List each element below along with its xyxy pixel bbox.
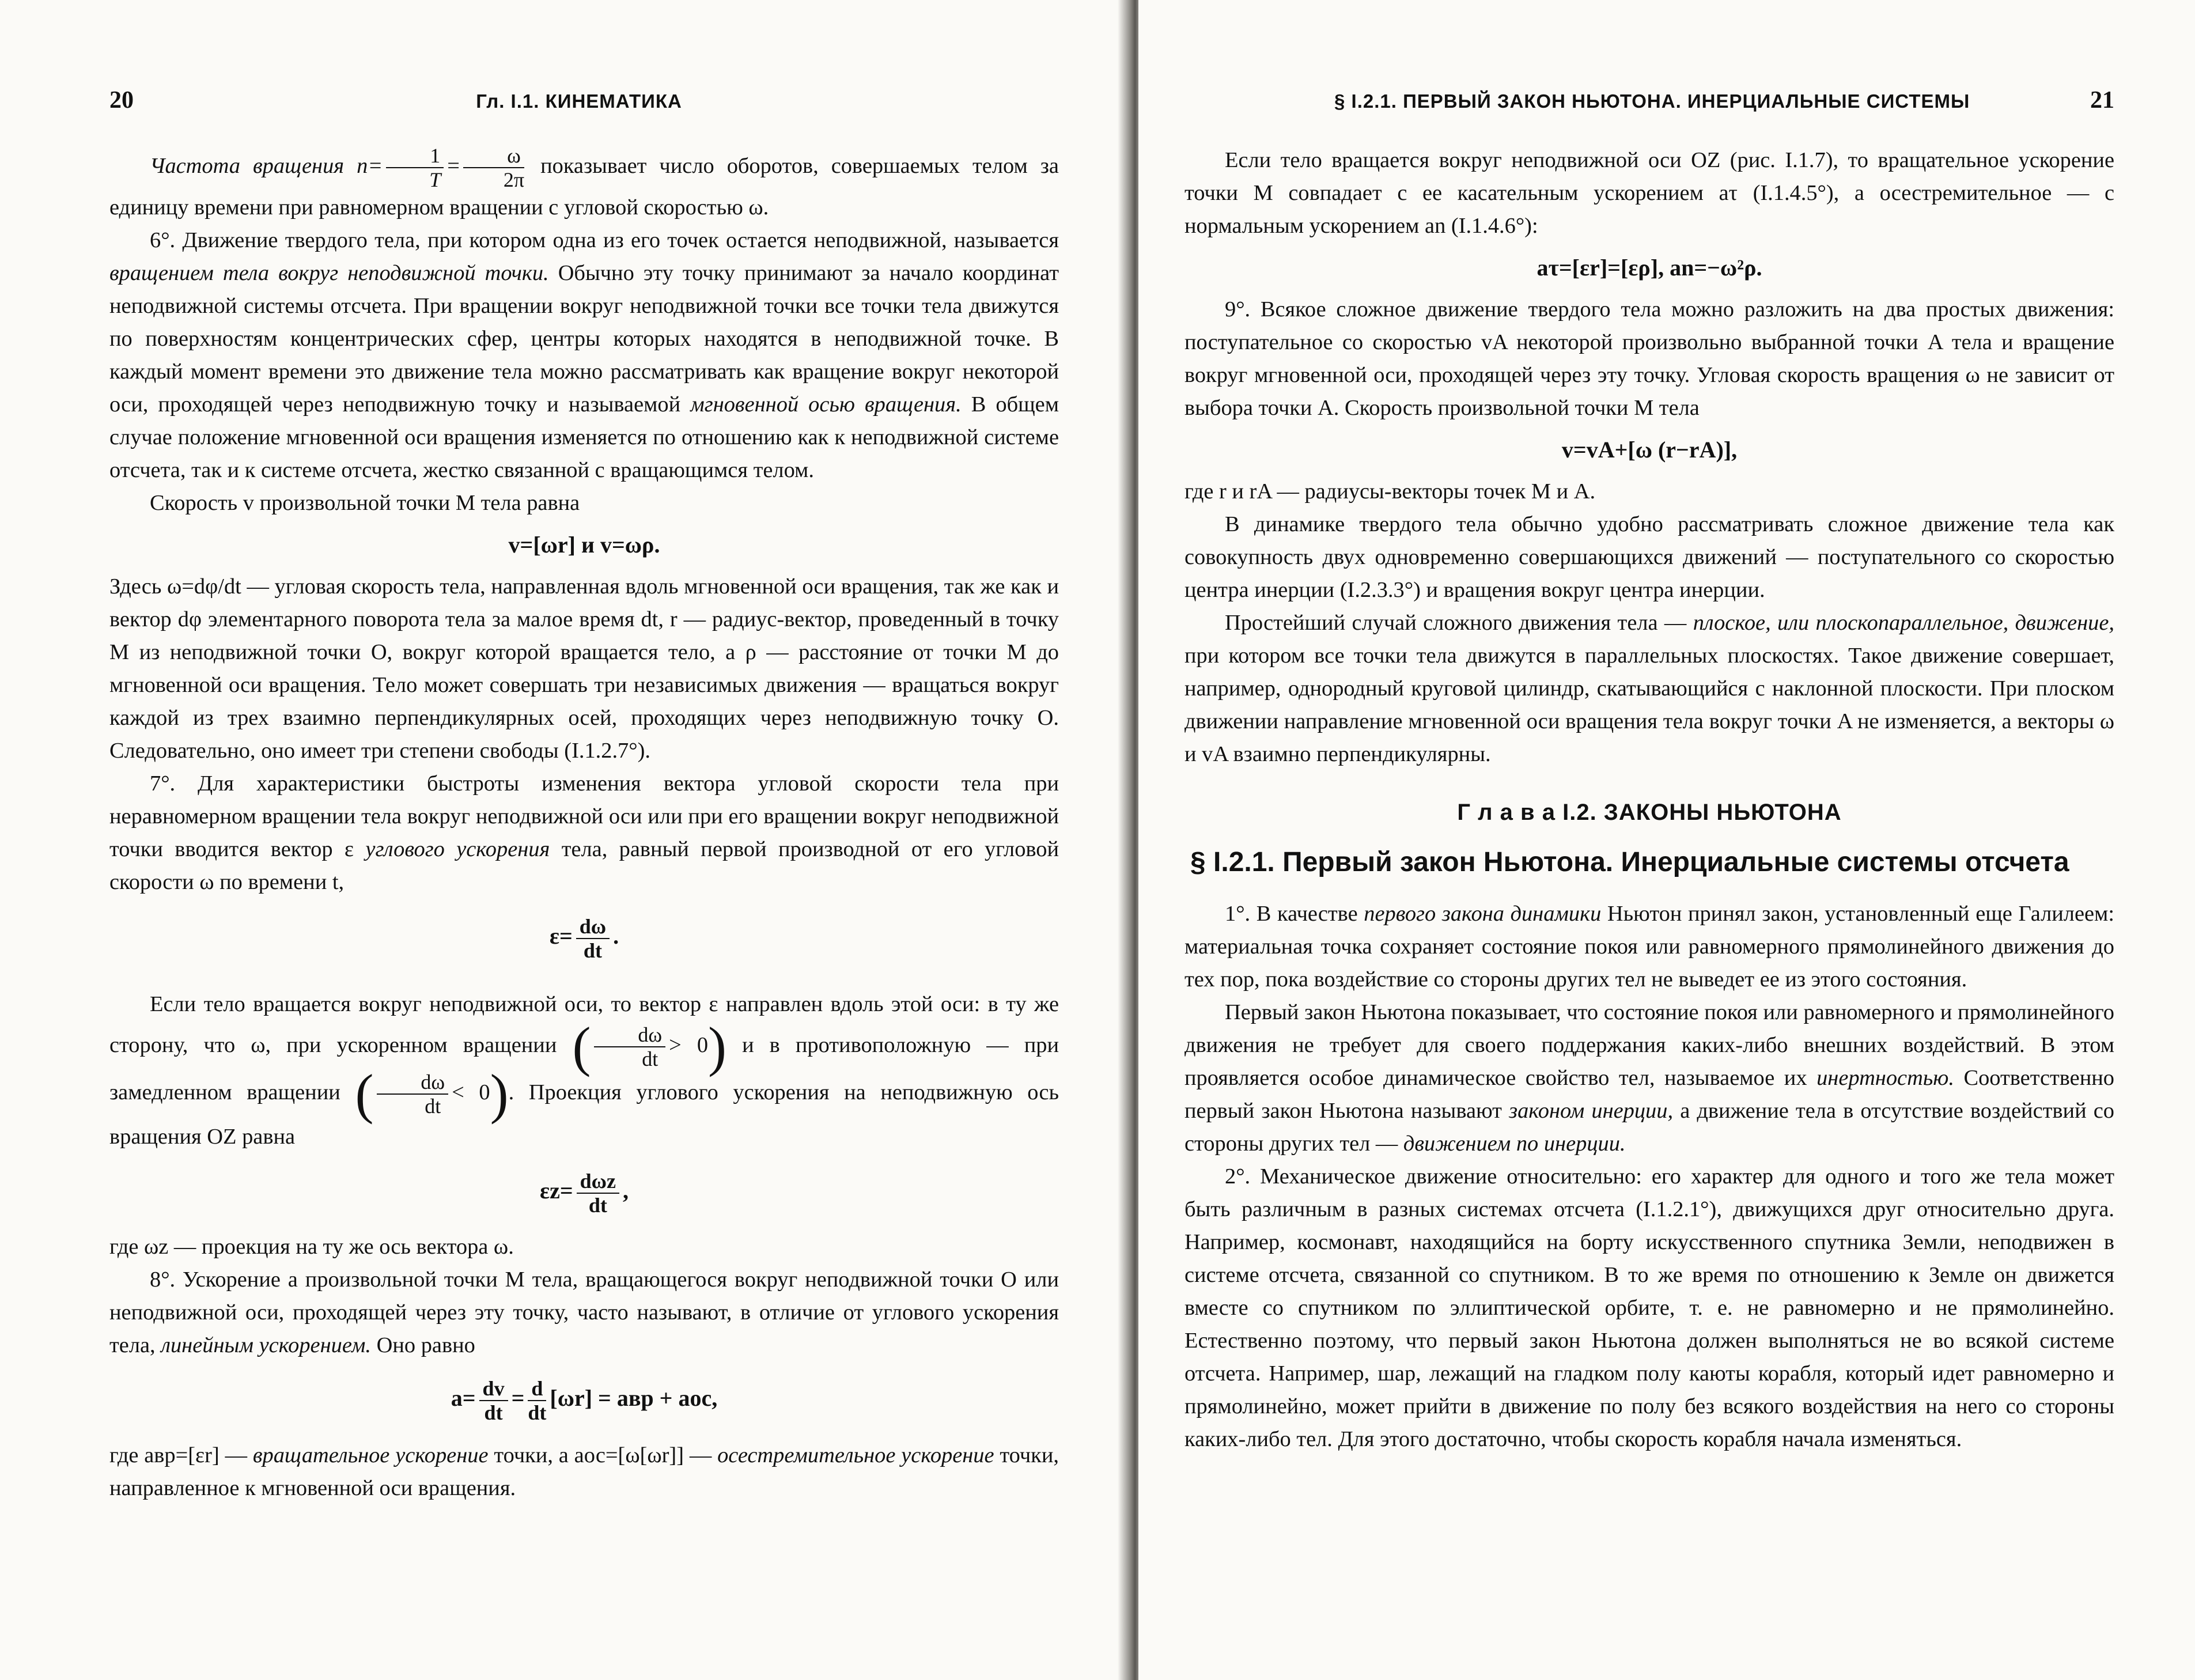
paragraph-rotational-acceleration: где aвр=[εr] — вращательное ускорение точки, а aос=[ω[ωr]] — осестремительное ускорение точки, направленное к мгновенной оси вращения. [109, 1443, 1059, 1500]
section-heading: § I.2.1. Первый закон Ньютона. Инерциальные системы отсчета [1190, 847, 2069, 877]
paragraph-where-omega-z: где ωz — проекция на ту же ось вектора ω. [109, 1235, 514, 1259]
paragraph-speed: Скорость v произвольной точки M тела равна [150, 491, 580, 515]
frac-1-over-T: $\frac{1}{T}$ [386, 144, 444, 191]
paragraph-first-law: Первый закон Ньютона показывает, что состояние покоя или равномерного и прямолинейного движения не требует для своего поддержания каких-либо внешних воздействий. В этом проявляется особое динамическое свойство тел, называемое их инертностью. Соответственно первый закон Ньютона называют законом инерции, а движение тела в отсутствие воздействий со стороны других тел — движением по инерции. [1184, 1000, 2114, 1156]
paragraph-8: 8°. Ускорение a произвольной точки M тела, вращающегося вокруг неподвижной точки O или неподвижной оси, проходящей через эту точку, часто называют, в отличие от углового ускорения тела, линейным ускорением. Оно равно [109, 1267, 1059, 1357]
paragraph-2: 2°. Механическое движение относительно: его характер для одного и того же тела может быть различным в разных системах отсчета (I.1.2.1°), движущихся друг относительно друга. Например, космонавт, находящийся на борту искусственного спутника Земли, неподвижен в системе отсчета, связанной со спутником. В то же время по отношению к Земле он движется вместе со спутником по эллиптической орбите, т. е. не равномерно и не прямолинейно. Естественно поэтому, что первый закон Ньютона должен выполняться не во всякой системе отсчета. Например, шар, лежащий на гладком полу каюты корабля, который идет равномерно и прямолинейно, может прийти в движение по полу без всякого воздействия на него со стороны каких-либо тел. Для этого достаточно, чтобы скорость корабля начала изменяться. [1184, 1164, 2114, 1451]
paragraph-7: 7°. Для характеристики быстроты изменения вектора угловой скорости тела при неравномерном вращении тела вокруг неподвижной оси или при его вращении вокруг неподвижной точки вводится вектор ε углового ускорения тела, равный первой производной от его угловой скорости ω по времени t, [109, 771, 1059, 894]
paragraph-plane-motion: Простейший случай сложного движения тела — плоское, или плоскопараллельное, движение, при котором все точки тела движутся в параллельных плоскостях. Такое движение совершает, например, однородный круговой цилиндр, скатывающийся с наклонной плоскости. При плоском движении направление мгновенной оси вращения тела вокруг точки A не изменяется, а векторы ω и vA взаимно перпендикулярны. [1184, 611, 2115, 766]
formula-epsilon-z: εz= $\frac{\text{dωz}}{dt}$ , [540, 1170, 629, 1217]
right-running-head [1184, 86, 2114, 121]
paragraph-9: 9°. Всякое сложное движение твердого тела можно разложить на два простых движения: поступательное со скоростью vA некоторой произвольно выбранной точки A тела и вращение вокруг мгновенной оси, проходящей через эту точку. Угловая скорость вращения ω не зависит от выбора точки A. Скорость произвольной точки M тела [1184, 297, 2114, 420]
paragraph-1: 1°. В качестве первого закона динамики Ньютон принял закон, установленный еще Галилеем: материальная точка сохраняет состояние покоя или равномерного прямолинейного движения до тех пор, пока воздействие со стороны других тел не выведет ее из этого состояния. [1184, 902, 2114, 992]
right-page [1138, 0, 2195, 1680]
paragraph-if-axis: Если тело вращается вокруг неподвижной оси, то вектор ε направлен вдоль этой оси: в ту же сторону, что ω, при ускоренном вращении ( $\frac{d\omega}{dt}$ > 0) и в противоположную — при замедленном вращении ( $\frac{d\omega}{dt}$ < 0). Проекция углового ускорения на неподвижную ось вращения OZ равна [109, 992, 1059, 1149]
paragraph-tangential: Если тело вращается вокруг неподвижной оси OZ (рис. I.1.7), то вращательное ускорение точки M совпадает с ее касательным ускорением aτ (I.1.4.5°), а осестремительное — с нормальным ускорением an (I.1.4.6°): [1184, 148, 2114, 238]
paragraph-6: 6°. Движение твердого тела, при котором одна из его точек остается неподвижной, называется вращением тела вокруг неподвижной точки. Обычно эту точку принимают за начало координат неподвижной системы отсчета. При вращении вокруг неподвижной точки все точки тела движутся по поверхностям концентрических сфер, центры которых находятся в неподвижной точке. В каждый момент времени это движение тела можно рассматривать как вращение вокруг некоторой оси, проходящей через неподвижную точку и называемой мгновенной осью вращения. В общем случае положение мгновенной оси вращения изменяется по отношению как к неподвижной системе отсчета, так и к системе отсчета, жестко связанной с вращающимся телом. [109, 228, 1059, 482]
right-page-number: 21 [2090, 87, 2114, 113]
formula-tangential: aτ=[εr]=[ερ], an=−ω²ρ. [1536, 255, 1762, 281]
frac-omega-over-2pi: $\frac{\omega}{2\pi}$ [463, 144, 524, 191]
formula-velocity: v=[ωr] и v=ωρ. [508, 532, 660, 558]
formula-velocity-complex: v=vA+[ω (r−rA)], [1561, 437, 1738, 463]
right-running-title: § I.2.1. ПЕРВЫЙ ЗАКОН НЬЮТОНА. ИНЕРЦИАЛЬНЫЕ СИСТЕМЫ [1334, 90, 1970, 112]
left-page-number: 20 [109, 87, 134, 113]
chapter-heading: Г л а в а I.2. ЗАКОНЫ НЬЮТОНА [1457, 800, 1842, 825]
formula-acceleration: a= $\frac{dv}{dt}$ = $\frac{d}{dt}$ [ωr] = aвр + aос, [451, 1377, 718, 1424]
formula-epsilon: ε= $\frac{d\omega}{dt}$ . [549, 915, 619, 962]
paragraph-where-radius: где r и rA — радиусы-векторы точек M и A. [1184, 479, 1596, 504]
paragraph-dynamics: В динамике твердого тела обычно удобно рассматривать сложное движение тела как совокупность двух одновременно совершающихся движений — поступательного со скоростью центра инерции (I.2.3.3°) и вращения вокруг центра инерции. [1184, 512, 2114, 602]
paragraph-frequency: Частота вращения n= $\frac{1}{T}$ = $\frac{\omega}{2\pi}$ показывает число оборотов, совершаемых телом за единицу времени при равномерном вращении с угловой скоростью ω. [109, 144, 1059, 220]
left-running-title: Гл. I.1. КИНЕМАТИКА [476, 90, 682, 112]
paragraph-here: Здесь ω=dφ/dt — угловая скорость тела, направленная вдоль мгновенной оси вращения, так же как и вектор dφ элементарного поворота тела за малое время dt, r — радиус-вектор, проведенный в точку M из неподвижной точки O, вокруг которой вращается тело, а ρ — расстояние от точки M до мгновенной оси вращения. Тело может совершать три независимых движения — вращаться вокруг каждой из трех взаимно перпендикулярных осей, проходящих через неподвижную точку O. Следовательно, оно имеет три степени свободы (I.1.2.7°). [109, 574, 1059, 763]
left-running-head [109, 86, 1059, 121]
